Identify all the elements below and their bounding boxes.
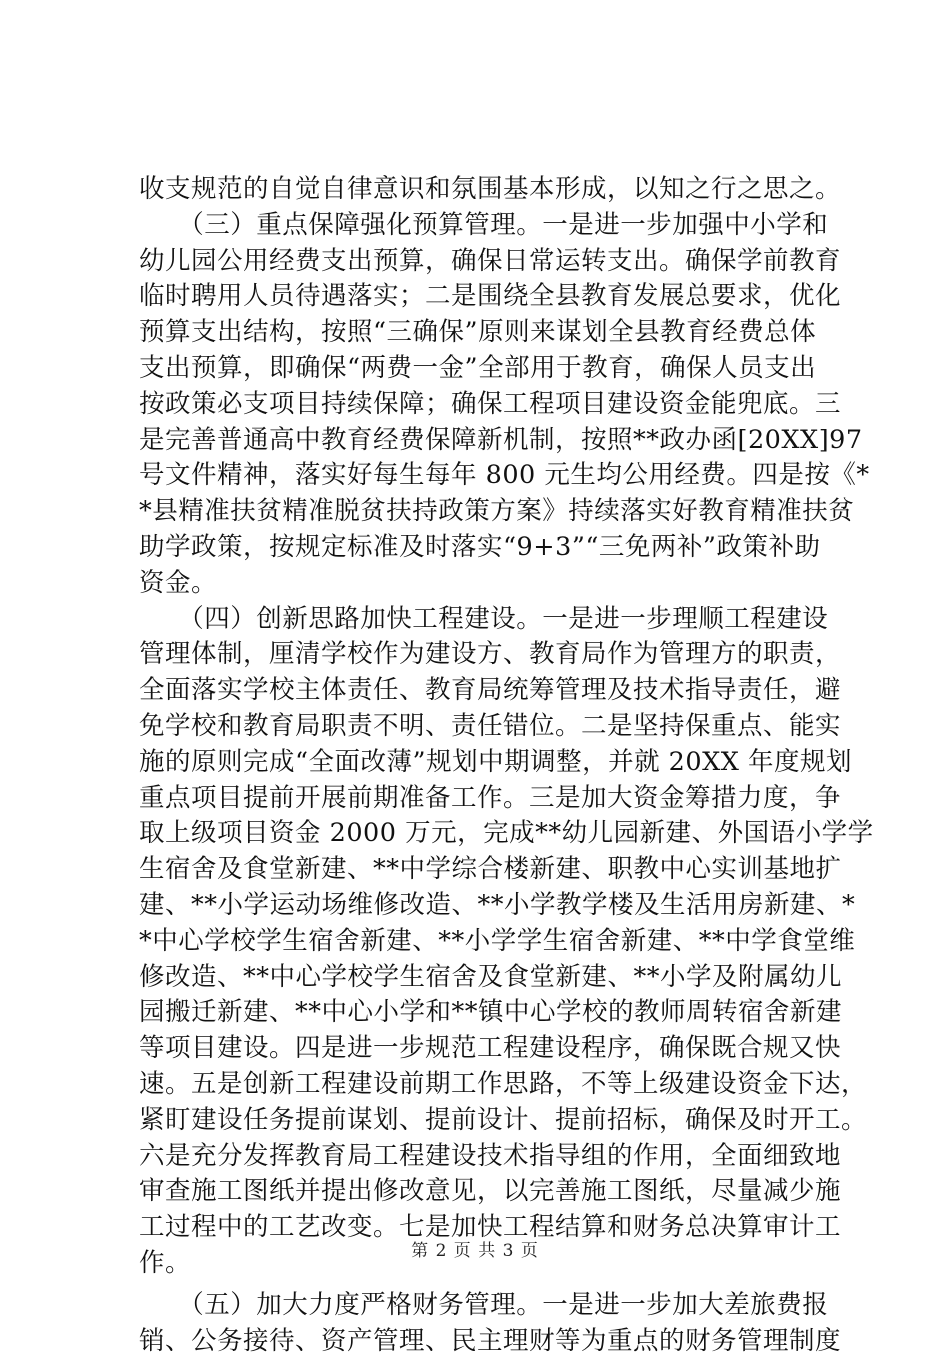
text-line: 修改造、**中心学校学生宿舍及食堂新建、**小学及附属幼儿 [139,960,839,996]
text-line: 园搬迁新建、**中心小学和**镇中心学校的教师周转宿舍新建 [139,995,839,1031]
text-line: （三）重点保障强化预算管理。一是进一步加强中小学和 [139,208,839,244]
text-line: 支出预算，即确保“两费一金”全部用于教育，确保人员支出 [139,351,839,387]
text-line: 临时聘用人员待遇落实；二是围绕全县教育发展总要求，优化 [139,279,839,315]
text-line: *中心学校学生宿舍新建、**小学学生宿舍新建、**中学食堂维 [139,924,839,960]
text-line: 收支规范的自觉自律意识和氛围基本形成，以知之行之思之。 [139,172,839,208]
text-line: 是完善普通高中教育经费保障新机制，按照**政办函[20XX]97 [139,423,839,459]
text-line: 生宿舍及食堂新建、**中学综合楼新建、职教中心实训基地扩 [139,852,839,888]
text-line: 助学政策，按规定标准及时落实“9+3”“三免两补”政策补助 [139,530,839,566]
text-line: 建、**小学运动场维修改造、**小学教学楼及生活用房新建、* [139,888,839,924]
text-line: 全面落实学校主体责任、教育局统筹管理及技术指导责任，避 [139,673,839,709]
text-line: 取上级项目资金 2000 万元，完成**幼儿园新建、外国语小学学 [139,816,839,852]
text-line: 管理体制，厘清学校作为建设方、教育局作为管理方的职责， [139,637,839,673]
text-line: 按政策必支项目持续保障；确保工程项目建设资金能兜底。三 [139,387,839,423]
text-line: 作。 [139,1246,839,1282]
text-line: 施的原则完成“全面改薄”规划中期调整，并就 20XX 年度规划 [139,745,839,781]
text-line: 审查施工图纸并提出修改意见，以完善施工图纸，尽量减少施 [139,1174,839,1210]
page-footer: 第 2 页 共 3 页 [0,1236,950,1261]
text-line: 工过程中的工艺改变。七是加快工程结算和财务总决算审计工 [139,1210,839,1246]
text-line: 等项目建设。四是进一步规范工程建设程序，确保既合规又快 [139,1031,839,1067]
text-line: 预算支出结构，按照“三确保”原则来谋划全县教育经费总体 [139,315,839,351]
text-line: 重点项目提前开展前期准备工作。三是加大资金筹措力度，争 [139,781,839,817]
text-line: 资金。 [139,566,839,602]
text-line: 幼儿园公用经费支出预算，确保日常运转支出。确保学前教育 [139,244,839,280]
text-line: 六是充分发挥教育局工程建设技术指导组的作用，全面细致地 [139,1139,839,1175]
text-line: 免学校和教育局职责不明、责任错位。二是坚持保重点、能实 [139,709,839,745]
text-line: 销、公务接待、资产管理、民主理财等为重点的财务管理制度 [139,1324,839,1359]
document-body [139,172,839,1359]
text-line: 速。五是创新工程建设前期工作思路，不等上级建设资金下达， [139,1067,839,1103]
text-line: *县精准扶贫精准脱贫扶持政策方案》持续落实好教育精准扶贫 [139,494,839,530]
text-line: 紧盯建设任务提前谋划、提前设计、提前招标，确保及时开工。 [139,1103,839,1139]
text-line: （五）加大力度严格财务管理。一是进一步加大差旅费报 [139,1288,839,1324]
text-line: 号文件精神，落实好每生每年 800 元生均公用经费。四是按《* [139,458,839,494]
text-line: （四）创新思路加快工程建设。一是进一步理顺工程建设 [139,602,839,638]
